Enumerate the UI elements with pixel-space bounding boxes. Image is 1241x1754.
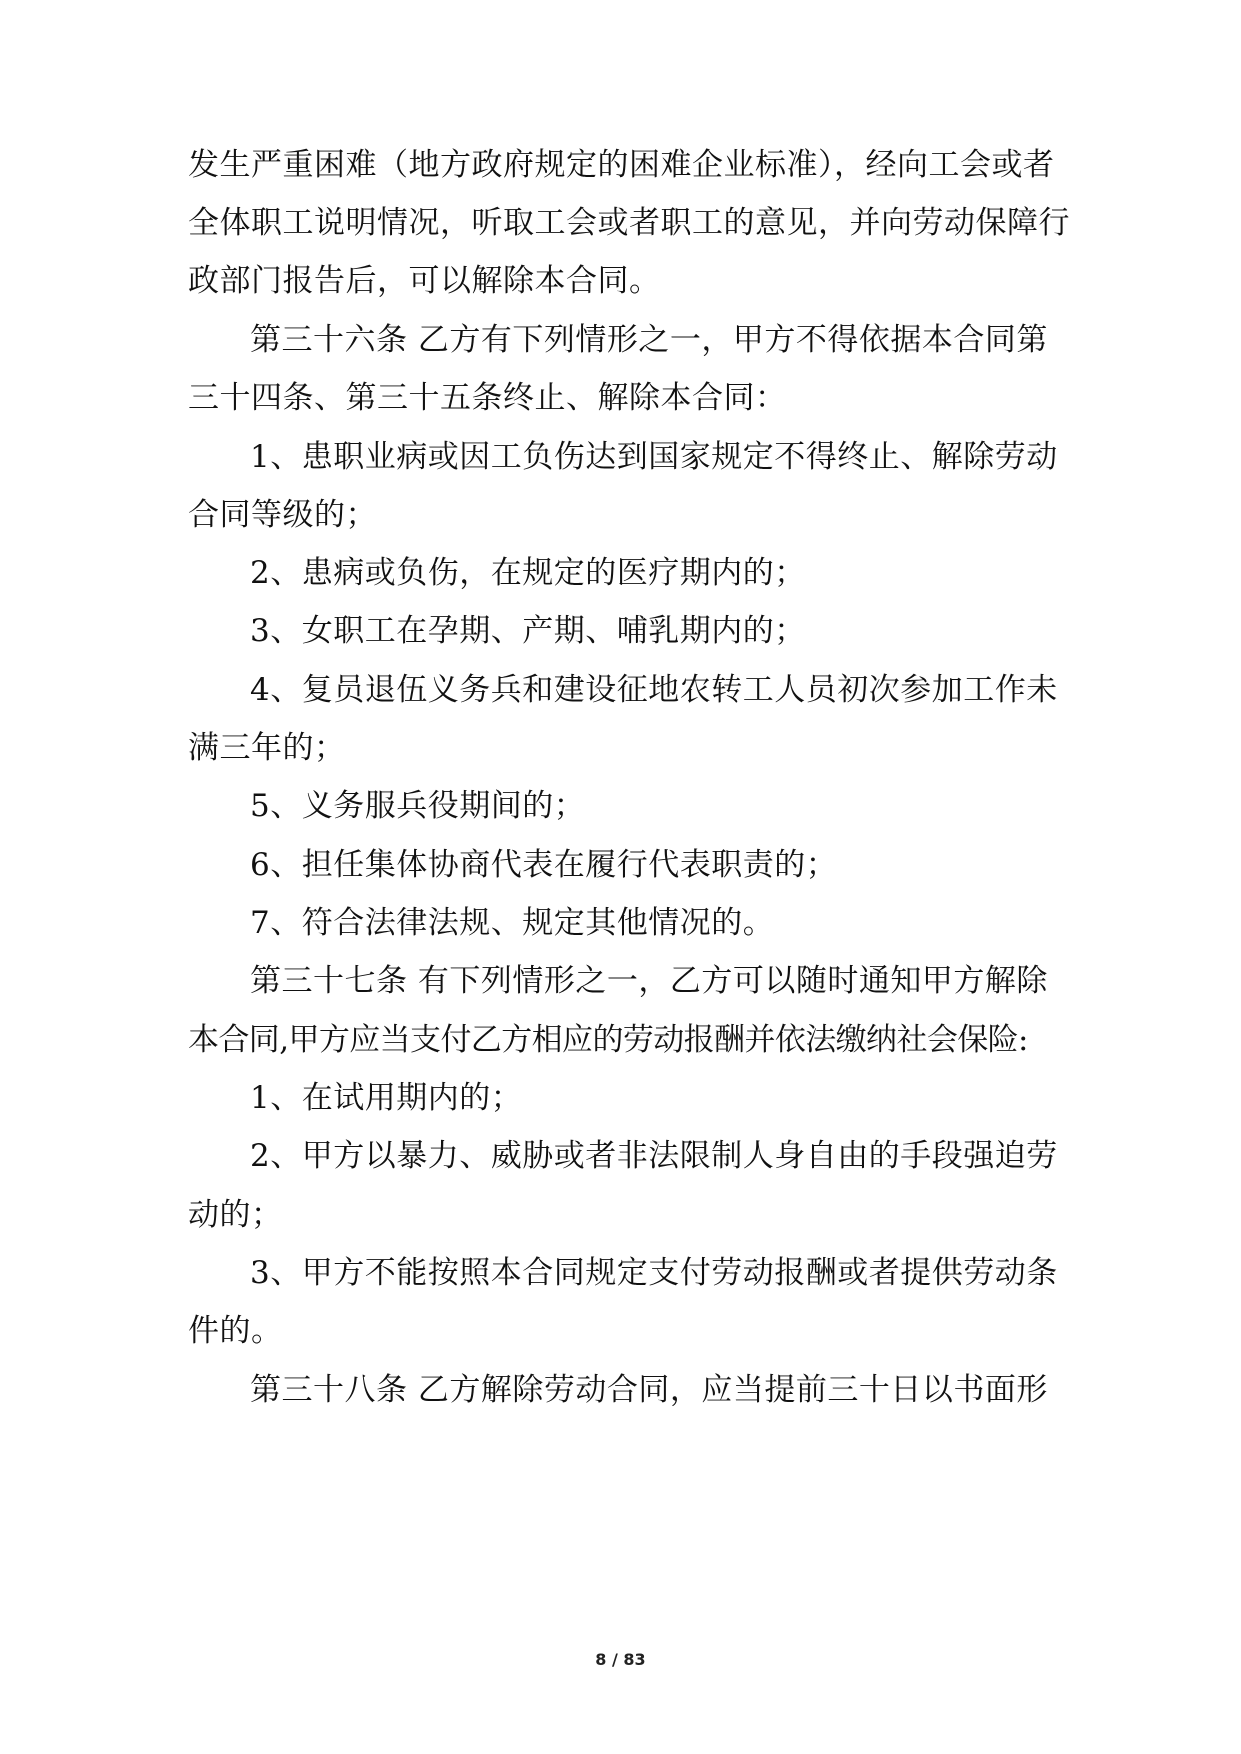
article-37-heading: 第三十七条 有下列情形之一，乙方可以随时通知甲方解除 xyxy=(250,963,1048,999)
list-item: 1、患职业病或因工负伤达到国家规定不得终止、解除劳动 xyxy=(250,439,1058,475)
text-line: 全体职工说明情况，听取工会或者职工的意见，并向劳动保障行 xyxy=(188,205,1070,241)
list-item: 1、在试用期内的； xyxy=(250,1080,523,1116)
list-item: 2、甲方以暴力、威胁或者非法限制人身自由的手段强迫劳 xyxy=(250,1138,1058,1174)
text-line: 动的； xyxy=(188,1197,283,1233)
list-item: 2、患病或负伤，在规定的医疗期内的； xyxy=(250,555,806,591)
text-line: 政部门报告后，可以解除本合同。 xyxy=(188,263,661,299)
list-item: 6、担任集体协商代表在履行代表职责的； xyxy=(250,847,838,883)
text-line: 发生严重困难（地方政府规定的困难企业标准），经向工会或者 xyxy=(188,147,1055,183)
text-line: 件的。 xyxy=(188,1313,283,1349)
list-item: 3、女职工在孕期、产期、哺乳期内的； xyxy=(250,613,806,649)
list-item: 7、符合法律法规、规定其他情况的。 xyxy=(250,905,775,941)
text-line: 本合同,甲方应当支付乙方相应的劳动报酬并依法缴纳社会保险: xyxy=(188,1022,1028,1058)
page-number: 8 / 83 xyxy=(595,1650,646,1669)
article-36-heading: 第三十六条 乙方有下列情形之一，甲方不得依据本合同第 xyxy=(250,322,1048,358)
list-item: 4、复员退伍义务兵和建设征地农转工人员初次参加工作未 xyxy=(250,672,1058,708)
list-item: 5、义务服兵役期间的； xyxy=(250,788,586,824)
text-line: 三十四条、第三十五条终止、解除本合同： xyxy=(188,380,787,416)
text-line: 合同等级的； xyxy=(188,497,377,533)
text-line: 满三年的； xyxy=(188,730,346,766)
list-item: 3、甲方不能按照本合同规定支付劳动报酬或者提供劳动条 xyxy=(250,1255,1058,1291)
article-38-heading: 第三十八条 乙方解除劳动合同，应当提前三十日以书面形 xyxy=(250,1372,1048,1408)
